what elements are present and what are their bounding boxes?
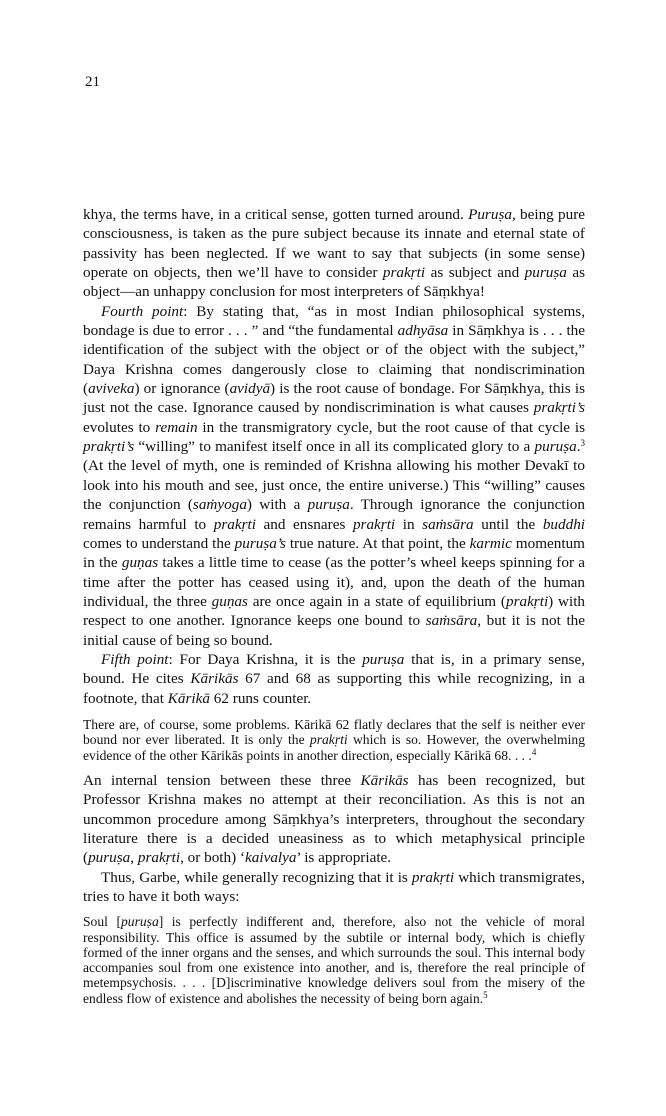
paragraph-fourth-point: Fourth point: By stating that, “as in most Indian philosophical systems, bondage is due to error . . . ” and “the fundamental adhyāsa in Sāṃkhya is . . . the identification of the subject with the object or of the object with the subject,” Daya Krishna comes dangerously close to claiming that nondiscrimination (aviveka) or ignorance (avidyā) is the root cause of bondage. For Sāṃkhya, this is just not the case. Ignorance caused by nondiscrimination is what causes prakṛti’s evolutes to remain in the transmigratory cycle, but the root cause of that cycle is prakṛti’s “willing” to manifest itself once in all its complicated glory to a puruṣa.$^3$ (At the level of myth, one is reminded of Krishna allowing his mother Devakī to look into his mouth and see, just once, the entire universe.) This “willing” causes the conjunction (saṁyoga) with a puruṣa. Through ignorance the conjunction remains harmful to prakṛti and ensnares prakṛti in saṁsāra until the buddhi comes to understand the puruṣa’s true nature. At that point, the karmic momentum in the guṇas takes a little time to cease (as the potter’s wheel keeps spinning for a time after the potter has ceased using it), and, upon the death of the human individual, the three guṇas are once again in a state of equilibrium (prakṛti) with respect to one another. Ignorance keeps one bound to saṁsāra, but it is not the initial cause of being so bound. <box>83 302 586 649</box>
block-quote-garbe: Soul [puruṣa] is perfectly indifferent and, therefore, also not the vehicle of moral responsibility. This office is assumed by the subtile or internal body, which is chiefly formed of the inner organs and the senses, and which surrounds the soul. This internal body accompanies soul from one existence into another, and is, therefore the real principle of metempsychosis. . . . [D]iscriminative knowledge delivers soul from the misery of the endless flow of existence and abolishes the necessity of being born again.$^5$ <box>83 914 585 1006</box>
text-column <box>83 205 585 1006</box>
paragraph-continuation: khya, the terms have, in a critical sense, gotten turned around. Puruṣa, being pure consciousness, is taken as the pure subject because its innate and eternal state of passivity has been neglected. If we want to say that subjects (in some sense) operate on objects, then we’ll have to consider prakṛti as subject and puruṣa as object—an unhappy conclusion for most interpreters of Sāṃkhya! <box>83 206 585 301</box>
paragraph-garbe: Thus, Garbe, while generally recognizing that it is prakṛti which transmigrates, tries to have it both ways: <box>83 868 585 905</box>
paragraph-internal-tension: An internal tension between these three Kārikās has been recognized, but Professor Krishna makes no attempt at their reconciliation. As this is not an uncommon procedure among Sāṃkhya’s interpreters, throughout the secondary literature there is a decided uneasiness as to which metaphysical principle (puruṣa, prakṛti, or both) ‘kaivalya’ is appropriate. <box>83 771 585 867</box>
block-quote-krishna: There are, of course, some problems. Kārikā 62 flatly declares that the self is neither ever bound nor ever liberated. It is only the prakṛti which is so. However, the overwhelming evidence of the other Kārikās points in another direction, especially Kārikā 68. . . .$^4$ <box>83 716 585 763</box>
paragraph-fifth-point: Fifth point: For Daya Krishna, it is the puruṣa that is, in a primary sense, bound. He cites Kārikās 67 and 68 as supporting this while recognizing, in a footnote, that Kārikā 62 runs counter. <box>83 650 585 707</box>
page-number: 21 <box>85 74 100 90</box>
